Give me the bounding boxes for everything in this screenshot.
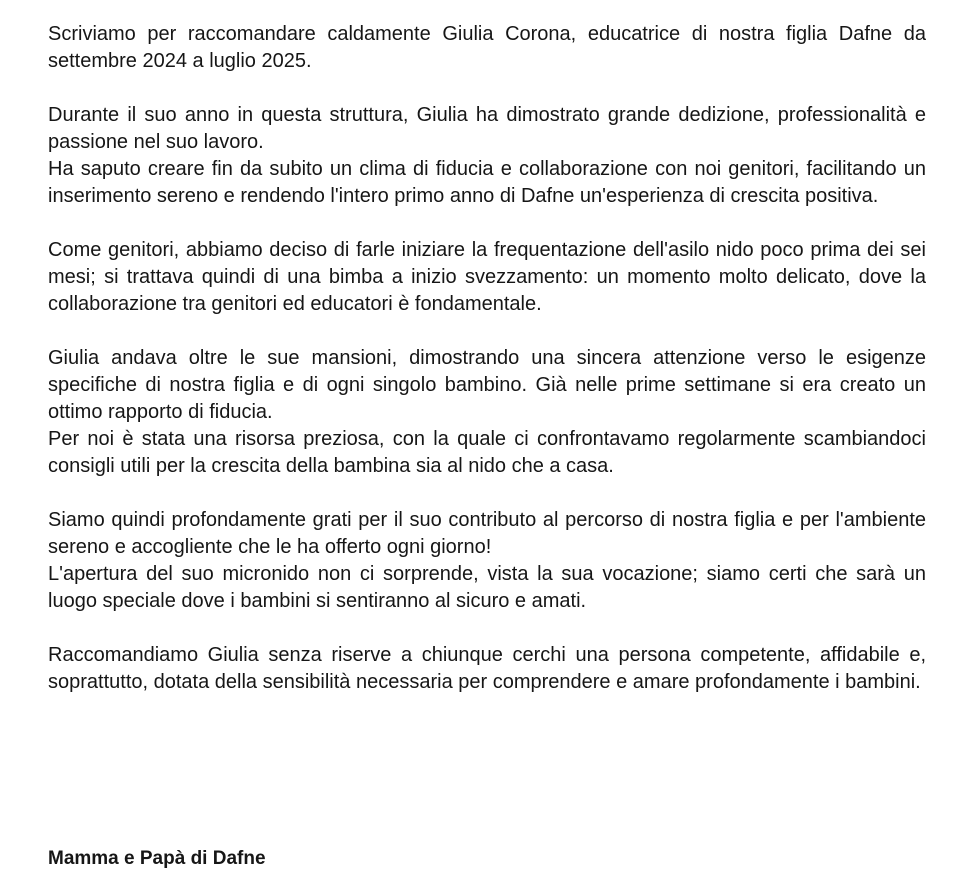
sentence: Scriviamo per raccomandare caldamente Giulia Corona, educatrice di nostra figlia Dafne da settembre 2024 a luglio 2025. xyxy=(48,23,926,72)
paragraph-parents-decision xyxy=(48,237,926,318)
paragraph-introduction xyxy=(48,21,926,75)
sentence: Per noi è stata una risorsa preziosa, con la quale ci confrontavamo regolarmente scambiandoci consigli utili per la crescita della bambina sia al nido che a casa. xyxy=(48,428,926,477)
sentence: Giulia andava oltre le sue mansioni, dimostrando una sincera attenzione verso le esigenze specifiche di nostra figlia e di ogni singolo bambino. Già nelle prime settimane si era creato un ottimo rapporto di fiducia. xyxy=(48,347,926,423)
sentence: Raccomandiamo Giulia senza riserve a chiunque cerchi una persona competente, affidabile e, soprattutto, dotata della sensibilità necessaria per comprendere e amare profondamente i bambini. xyxy=(48,644,926,693)
paragraph-dedication xyxy=(48,102,926,210)
sentence: Durante il suo anno in questa struttura, Giulia ha dimostrato grande dedizione, professionalità e passione nel suo lavoro. xyxy=(48,104,926,153)
sentence: Ha saputo creare fin da subito un clima di fiducia e collaborazione con noi genitori, facilitando un inserimento sereno e rendendo l'intero primo anno di Dafne un'esperienza di crescita positiva. xyxy=(48,158,926,207)
sentence: Come genitori, abbiamo deciso di farle iniziare la frequentazione dell'asilo nido poco prima dei sei mesi; si trattava quindi di una bimba a inizio svezzamento: un momento molto delicato, dove la collaborazione tra genitori ed educatori è fondamentale. xyxy=(48,239,926,315)
signature: Mamma e Papà di Dafne xyxy=(48,848,266,869)
paragraph-attention xyxy=(48,345,926,480)
paragraph-gratitude xyxy=(48,507,926,615)
letter-body xyxy=(48,21,926,723)
paragraph-recommendation xyxy=(48,642,926,696)
sentence: L'apertura del suo micronido non ci sorprende, vista la sua vocazione; siamo certi che sarà un luogo speciale dove i bambini si sentiranno al sicuro e amati. xyxy=(48,563,926,612)
sentence: Siamo quindi profondamente grati per il suo contributo al percorso di nostra figlia e per l'ambiente sereno e accogliente che le ha offerto ogni giorno! xyxy=(48,509,926,558)
